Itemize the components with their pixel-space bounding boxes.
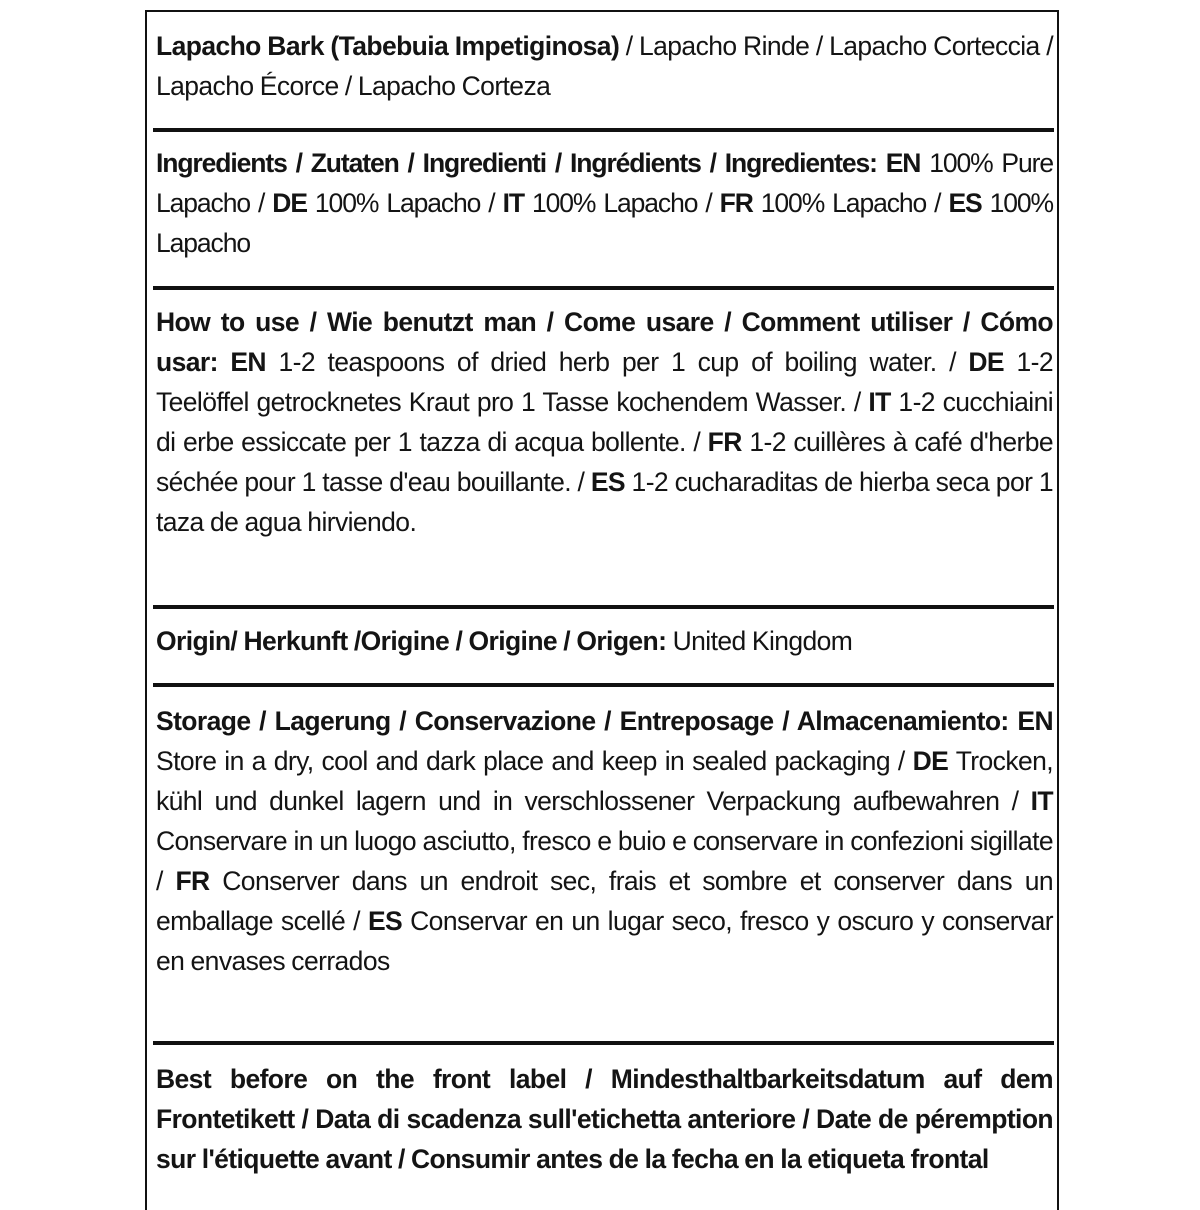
ingredient-lang-code: DE	[272, 188, 307, 218]
ingredient-lang-code: ES	[948, 188, 982, 218]
usage-text: 1-2 cucharaditas de hierba seca por 1 taza de agua hirviendo.	[156, 467, 1053, 537]
section-divider	[153, 1041, 1054, 1045]
usage-lang-code: EN	[230, 347, 266, 377]
section-divider	[153, 683, 1054, 687]
storage-text: Conserver dans un endroit sec, frais et sombre et conserver dans un emballage scellé /	[156, 866, 1053, 936]
usage-text: 1-2 cucchiaini di erbe essiccate per 1 tazza di acqua bollente. /	[156, 387, 1054, 457]
best-before-section	[156, 1059, 1053, 1179]
section-divider	[153, 286, 1054, 290]
usage-lang-code: IT	[868, 387, 891, 417]
product-name-section	[156, 26, 1053, 106]
storage-text: Trocken, kühl und dunkel lagern und in verschlossener Verpackung aufbewahren /	[156, 746, 1054, 816]
usage-lang-code: FR	[707, 427, 742, 457]
product-name-translations: / Lapacho Rinde / Lapacho Corteccia / Lapacho Écorce / Lapacho Corteza	[156, 31, 1053, 101]
storage-lang-code: DE	[912, 746, 949, 776]
ingredient-lang-code: FR	[719, 188, 753, 218]
product-label	[145, 10, 1059, 1210]
how-to-use-heading: How to use / Wie benutzt man / Come usare / Comment utiliser / Cómo usar:	[156, 307, 1053, 377]
ingredient-text: 100% Pure Lapacho /	[156, 148, 1054, 218]
best-before-heading: Best before on the front label / Mindesthaltbarkeitsdatum auf dem Frontetikett / Data di scadenza sull'etichetta anteriore / Date de péremption sur l'étiquette avant / Consumir antes de la fecha en la etiqueta frontal	[156, 1064, 1053, 1174]
ingredient-lang-code: EN	[885, 148, 921, 178]
usage-text: 1-2 cuillères à café d'herbe séchée pour 1 tasse d'eau bouillante. /	[156, 427, 1053, 497]
ingredients-heading: Ingredients / Zutaten / Ingredienti / Ingrédients / Ingredientes:	[156, 148, 877, 178]
storage-lang-code: IT	[1030, 786, 1053, 816]
section-divider	[153, 128, 1054, 132]
how-to-use-section	[156, 302, 1053, 542]
usage-lang-code: DE	[968, 347, 1004, 377]
ingredients-section	[156, 143, 1053, 263]
storage-section	[156, 701, 1053, 981]
storage-lang-code: FR	[175, 866, 210, 896]
storage-lang-code: EN	[1017, 706, 1054, 736]
storage-text: Conservar en un lugar seco, fresco y oscuro y conservar en envases cerrados	[156, 906, 1053, 976]
origin-value: United Kingdom	[666, 626, 853, 656]
storage-lang-code: ES	[367, 906, 403, 936]
storage-text: Store in a dry, cool and dark place and keep in sealed packaging /	[156, 746, 913, 776]
usage-text: 1-2 teaspoons of dried herb per 1 cup of boiling water. /	[265, 347, 969, 377]
ingredient-text: 100% Lapacho /	[306, 188, 503, 218]
ingredient-text: 100% Lapacho	[156, 188, 1054, 258]
usage-text: 1-2 Teelöffel getrocknetes Kraut pro 1 Tasse kochendem Wasser. /	[156, 347, 1054, 417]
ingredient-lang-code: IT	[502, 188, 524, 218]
storage-heading: Storage / Lagerung / Conservazione / Entreposage / Almacenamiento:	[156, 706, 1009, 736]
usage-lang-code: ES	[590, 467, 625, 497]
origin-heading: Origin/ Herkunft /Origine / Origine / Origen:	[156, 626, 667, 656]
product-name: Lapacho Bark (Tabebuia Impetiginosa)	[156, 31, 620, 61]
section-divider	[153, 605, 1054, 609]
ingredient-text: 100% Lapacho /	[523, 188, 720, 218]
ingredient-text: 100% Lapacho /	[752, 188, 949, 218]
storage-text: Conservare in un luogo asciutto, fresco e buio e conservare in confezioni sigillate /	[156, 826, 1053, 896]
origin-section	[156, 621, 1053, 661]
